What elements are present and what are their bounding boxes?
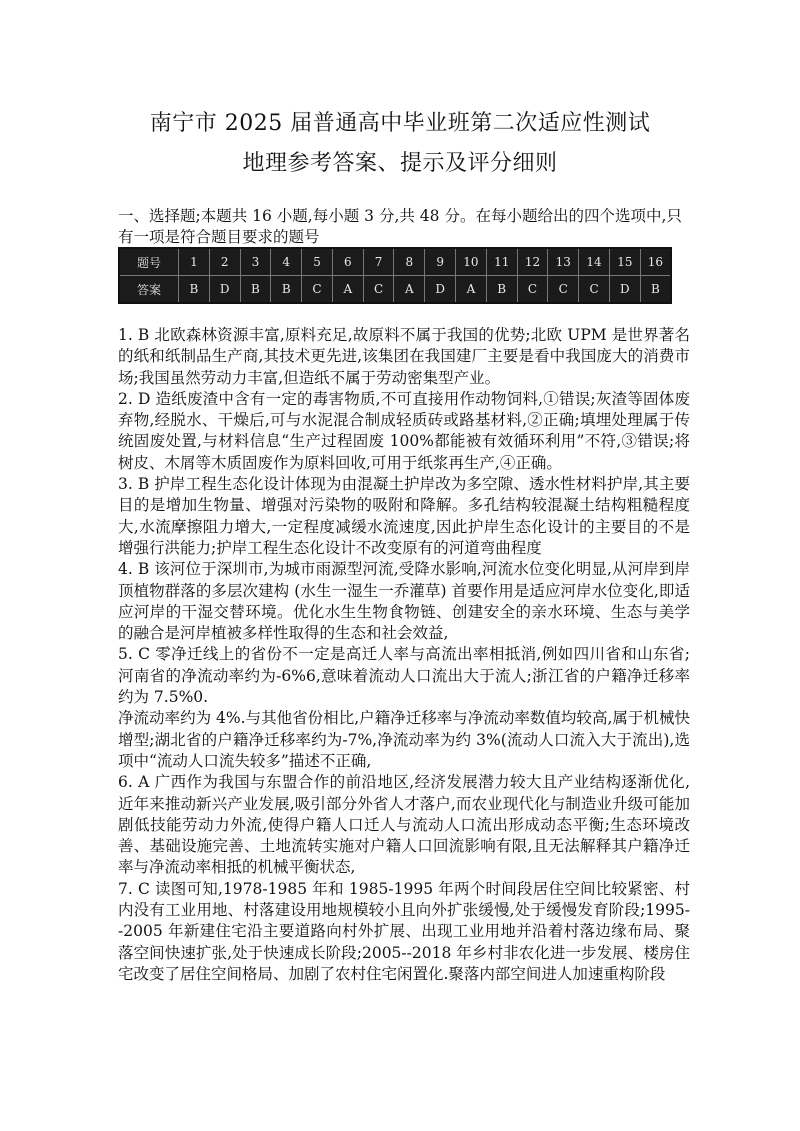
explanation-paragraph: 1. B 北欧森林资源丰富,原料充足,故原料不属于我国的优势;北欧 UPM 是世界著名的纸和纸制品生产商,其技术更先进,该集团在我国建厂主要是看中我国庞大的消费市场;我国虽然劳动力丰富,但造纸不属于劳动密集型产业。	[118, 326, 690, 387]
question-number-cell: 11	[486, 248, 517, 276]
answer-cell: C	[548, 276, 579, 304]
explanation-paragraph: 3. B 护岸工程生态化设计体现为由混凝土护岸改为多空隙、透水性材料护岸,其主要目的是增加生物量、增强对污染物的吸附和降解。多孔结构较混凝土结构粗糙程度大,水流摩擦阻力增大,一定程度减缓水流速度,因此护岸生态化设计的主要目的不是增强行洪能力;护岸工程生态化设计不改变原有的河道弯曲程度	[118, 475, 690, 557]
page-subtitle: 地理参考答案、提示及评分细则	[242, 151, 558, 176]
question-number-cell: 1	[179, 248, 210, 276]
answer-cell: D	[425, 276, 456, 304]
answer-cell: A	[456, 276, 487, 304]
question-number-cell: 15	[609, 248, 640, 276]
explanations	[118, 325, 690, 985]
page-title: 南宁市 2025 届普通高中毕业班第二次适应性测试	[149, 111, 651, 136]
question-number-cell: 7	[363, 248, 394, 276]
explanation-paragraph: 7. C 读图可知,1978-1985 年和 1985-1995 年两个时间段居住空间比较紧密、村内没有工业用地、村落建设用地规模较小且向外扩张缓慢,处于缓慢发育阶段;1995--2005 年新建住宅沿主要道路向村外扩展、出现工业用地并沿着村落边缘布局、聚落空间快速扩张,处于快速成长阶段;2005--2018 年乡村非农化进一步发展、楼房住宅改变了居住空间格局、加剧了农村住宅闲置化.聚落内部空间进人加速重构阶段	[118, 879, 690, 983]
question-number-cell: 6	[332, 248, 363, 276]
question-number-cell: 13	[548, 248, 579, 276]
question-number-row	[119, 248, 671, 276]
question-number-cell: 3	[240, 248, 271, 276]
section-intro: 一、选择题;本题共 16 小题,每小题 3 分,共 48 分。在每小题给出的四个选项中,只有一项是符合题目要求的题号	[118, 207, 682, 246]
question-number-cell: 9	[425, 248, 456, 276]
explanation-paragraph: 5. C 零净迁线上的省份不一定是高迁人率与高流出率相抵消,例如四川省和山东省;河南省的净流动率约为-6%6,意味着流动人口流出大于流人;浙江省的户籍净迁移率约为 7.5%0.	[118, 645, 690, 707]
answer-cell: B	[240, 276, 271, 304]
answer-cell: B	[486, 276, 517, 304]
answer-cell: B	[179, 276, 210, 304]
question-number-cell: 8	[394, 248, 425, 276]
answer-cell: C	[517, 276, 548, 304]
question-number-cell: 2	[209, 248, 240, 276]
row-label-answer: 答案	[119, 276, 179, 304]
answer-row	[119, 276, 671, 304]
question-number-cell: 16	[640, 248, 671, 276]
answer-cell: B	[640, 276, 671, 304]
explanation-paragraph: 净流动率约为 4%.与其他省份相比,户籍净迁移率与净流动率数值均较高,属于机械快增型;湖北省的户籍净迁移率约为-7%,净流动率为约 3%(流动人口流入大于流出),选项中“流动人口流失较多”描述不正确,	[118, 709, 690, 770]
answer-cell: A	[394, 276, 425, 304]
question-number-cell: 4	[271, 248, 302, 276]
row-label-number: 题号	[119, 248, 179, 276]
answer-cell: A	[332, 276, 363, 304]
answer-cell: C	[302, 276, 333, 304]
answer-cell: B	[271, 276, 302, 304]
question-number-cell: 10	[456, 248, 487, 276]
explanation-paragraph: 2. D 造纸废渣中含有一定的毒害物质,不可直接用作动物饲料,①错误;灰渣等固体废弃物,经脱水、干燥后,可与水泥混合制成轻质砖或路基材料,②正确;填埋处理属于传统固废处置,与材料信息“生产过程固废 100%都能被有效循环利用”不符,③错误;将树皮、木屑等木质固废作为原料回收,可用于纸浆再生产,④正确。	[118, 389, 690, 472]
question-number-cell: 14	[579, 248, 610, 276]
answer-cell: D	[609, 276, 640, 304]
answer-cell: D	[209, 276, 240, 304]
answer-cell: C	[579, 276, 610, 304]
question-number-cell: 12	[517, 248, 548, 276]
answer-table	[118, 247, 672, 304]
explanation-paragraph: 4. B 该河位于深圳市,为城市雨源型河流,受降水影响,河流水位变化明显,从河岸到岸顶植物群落的多层次建构 (水生一湿生一乔灌草) 首要作用是适应河岸水位变化,即适应河岸的干湿交替环境。优化水生生物食物链、创建安全的亲水环境、生态与美学的融合是河岸植被多样性取得的生态和社会效益,	[118, 560, 690, 643]
explanation-paragraph: 6. A 广西作为我国与东盟合作的前沿地区,经济发展潜力较大且产业结构逐渐优化,近年来推动新兴产业发展,吸引部分外省人才落户,而农业现代化与制造业升级可能加剧低技能劳动力外流,使得户籍人口迁人与流动人口流出形成动态平衡;生态环境改善、基础设施完善、土地流转实施对户籍人口回流影响有限,且无法解释其户籍净迁率与净流动率相抵的机械平衡状态,	[118, 773, 690, 877]
question-number-cell: 5	[302, 248, 333, 276]
answer-cell: C	[363, 276, 394, 304]
